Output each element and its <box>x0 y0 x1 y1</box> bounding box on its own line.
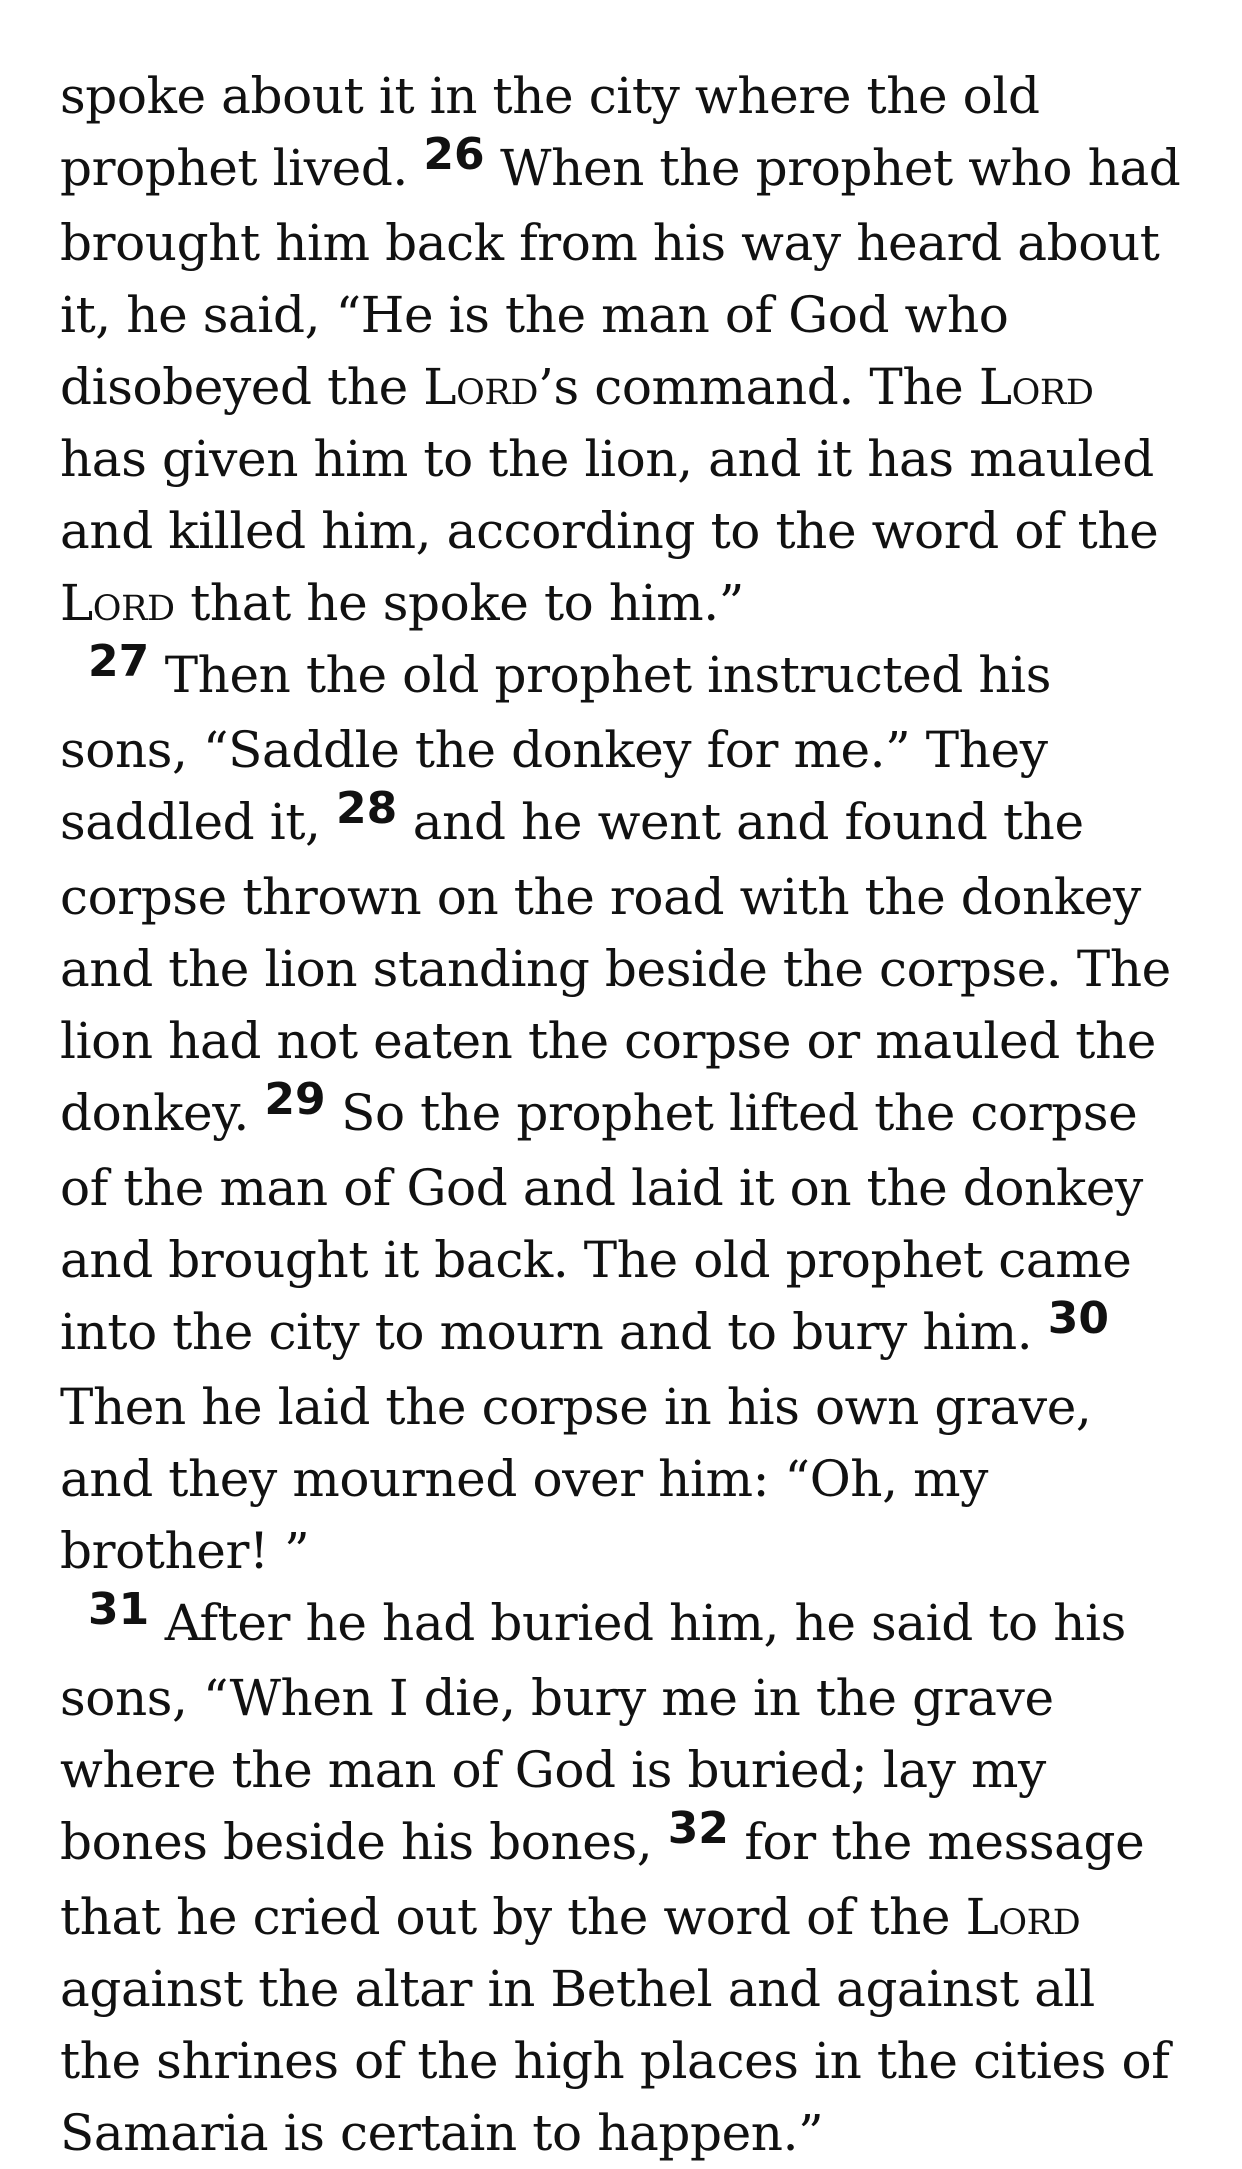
verse-text: spoke about it in the city where the old prophet lived. <box>60 67 1040 197</box>
verse-number-27[interactable]: 27 <box>88 636 150 687</box>
verse-text: and he went and found the corpse thrown on the road with the donkey and the lion standing beside the corpse. The lion had not eaten the corpse or mauled the donkey. <box>60 793 1171 1142</box>
divine-name: Lord <box>423 358 538 416</box>
verse-text: So the prophet lifted the corpse of the man of God and laid it on the donkey and brought it back. The old prophet came into the city to mourn and to bury him. <box>60 1084 1143 1361</box>
paragraph-verses-27-30 <box>60 636 1190 1587</box>
verse-number-30[interactable]: 30 <box>1047 1293 1109 1344</box>
verse-text: When the prophet who had brought him back from his way heard about it, he said, “He is the man of God who disobeyed the <box>60 139 1181 416</box>
verse-text: Then the old prophet instructed his sons, “Saddle the donkey for me.” They saddled it, <box>60 646 1052 851</box>
verse-text: against the altar in Bethel and against all the shrines of the high places in the cities of Samaria is certain to happen.” <box>60 1960 1170 2162</box>
verse-number-28[interactable]: 28 <box>336 783 398 834</box>
divine-name: Lord <box>965 1888 1081 1946</box>
verse-text: for the message that he cried out by the word of the <box>60 1813 1145 1946</box>
paragraph-verses-25-26 <box>60 60 1190 639</box>
verse-text: has given him to the lion, and it has mauled and killed him, according to the word of the <box>60 430 1159 560</box>
verse-text: ’s command. The <box>538 358 979 416</box>
verse-text: After he had buried him, he said to his sons, “When I die, bury me in the grave where the man of God is buried; lay my bones beside his bones, <box>60 1594 1126 1871</box>
verse-number-32[interactable]: 32 <box>667 1803 729 1854</box>
verse-text: that he spoke to him.” <box>174 574 744 632</box>
verse-number-31[interactable]: 31 <box>88 1584 150 1635</box>
paragraph-verses-31-32 <box>60 1584 1190 2169</box>
verse-number-29[interactable]: 29 <box>264 1074 326 1125</box>
scripture-reader <box>60 60 1190 2169</box>
divine-name: Lord <box>60 574 175 632</box>
verse-number-26[interactable]: 26 <box>423 129 485 180</box>
divine-name: Lord <box>978 358 1094 416</box>
verse-text: Then he laid the corpse in his own grave, and they mourned over him: “Oh, my brother! ” <box>60 1378 1092 1580</box>
